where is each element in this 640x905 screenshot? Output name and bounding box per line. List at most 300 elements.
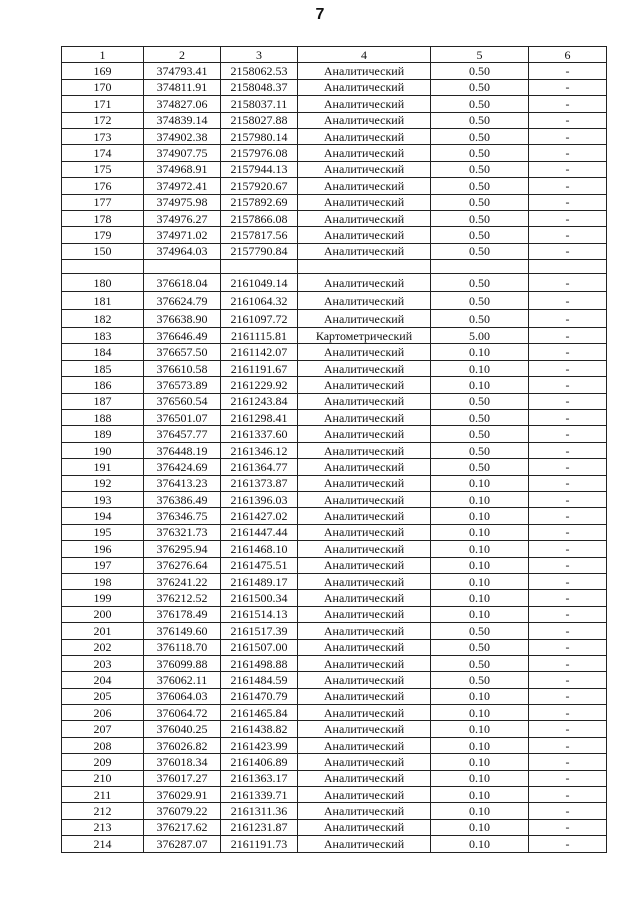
cell-description: -: [529, 328, 607, 344]
cell-accuracy: 0.50: [431, 292, 529, 310]
table-row: [62, 128, 607, 144]
cell-point-number: 198: [62, 573, 144, 589]
cell-point-number: 188: [62, 410, 144, 426]
cell-description: -: [529, 541, 607, 557]
cell-y: 2161423.99: [221, 737, 298, 753]
cell-accuracy: 0.10: [431, 590, 529, 606]
table-row: [62, 292, 607, 310]
table-row: [62, 145, 607, 161]
cell-accuracy: 0.50: [431, 178, 529, 194]
cell-description: -: [529, 770, 607, 786]
cell-description: -: [529, 310, 607, 328]
cell-accuracy: 0.10: [431, 721, 529, 737]
cell-point-number: 207: [62, 721, 144, 737]
cell-accuracy: 0.10: [431, 606, 529, 622]
cell-method: Аналитический: [298, 541, 431, 557]
table-row: [62, 606, 607, 622]
cell-accuracy: 0.50: [431, 145, 529, 161]
cell-description: -: [529, 344, 607, 360]
cell-point-number: 174: [62, 145, 144, 161]
cell-x: 374971.02: [144, 227, 221, 243]
cell-method: Аналитический: [298, 274, 431, 292]
cell-method: Аналитический: [298, 410, 431, 426]
cell-y: 2161339.71: [221, 787, 298, 803]
cell-description: -: [529, 459, 607, 475]
cell-y: 2161064.32: [221, 292, 298, 310]
cell-x: 376573.89: [144, 377, 221, 393]
cell-point-number: 200: [62, 606, 144, 622]
cell-method: Аналитический: [298, 590, 431, 606]
cell-x: 376029.91: [144, 787, 221, 803]
cell-y: 2161142.07: [221, 344, 298, 360]
cell-y: 2157944.13: [221, 161, 298, 177]
cell-method: Аналитический: [298, 836, 431, 852]
cell-y: 2161311.36: [221, 803, 298, 819]
cell-method: Аналитический: [298, 360, 431, 376]
cell-method: Картометрический: [298, 328, 431, 344]
cell-x: 376118.70: [144, 639, 221, 655]
cell-method: Аналитический: [298, 128, 431, 144]
cell-method: Аналитический: [298, 96, 431, 112]
cell-description: -: [529, 227, 607, 243]
table-row: [62, 721, 607, 737]
cell-method: Аналитический: [298, 112, 431, 128]
cell-y: 2161298.41: [221, 410, 298, 426]
cell-description: -: [529, 688, 607, 704]
cell-y: 2161049.14: [221, 274, 298, 292]
cell-method: Аналитический: [298, 721, 431, 737]
cell-y: 2157790.84: [221, 243, 298, 259]
cell-y: 2158027.88: [221, 112, 298, 128]
cell-method: Аналитический: [298, 393, 431, 409]
cell-point-number: 173: [62, 128, 144, 144]
cell-method: Аналитический: [298, 79, 431, 95]
cell-y: 2157980.14: [221, 128, 298, 144]
cell-x: 376321.73: [144, 524, 221, 540]
table-row: [62, 541, 607, 557]
cell-description: -: [529, 737, 607, 753]
cell-description: -: [529, 787, 607, 803]
cell-method: Аналитический: [298, 524, 431, 540]
cell-point-number: 178: [62, 210, 144, 226]
table-row: [62, 393, 607, 409]
cell-description: -: [529, 606, 607, 622]
cell-accuracy: 0.10: [431, 557, 529, 573]
cell-point-number: 205: [62, 688, 144, 704]
cell-x: 374975.98: [144, 194, 221, 210]
cell-y: 2161346.12: [221, 442, 298, 458]
coordinates-table: [61, 46, 607, 853]
cell-y: 2158048.37: [221, 79, 298, 95]
cell-x: 376276.64: [144, 557, 221, 573]
cell-point-number: 171: [62, 96, 144, 112]
header-row: [62, 47, 607, 63]
cell-description: -: [529, 178, 607, 194]
cell-description: -: [529, 360, 607, 376]
cell-accuracy: 0.10: [431, 360, 529, 376]
cell-method: Аналитический: [298, 344, 431, 360]
table-body-section-2: [62, 274, 607, 853]
cell-y: 2157976.08: [221, 145, 298, 161]
cell-description: -: [529, 442, 607, 458]
cell-description: -: [529, 672, 607, 688]
table-row: [62, 274, 607, 292]
cell-accuracy: 0.50: [431, 672, 529, 688]
cell-description: -: [529, 557, 607, 573]
cell-method: Аналитический: [298, 194, 431, 210]
table-row: [62, 754, 607, 770]
cell-y: 2161484.59: [221, 672, 298, 688]
cell-accuracy: 0.50: [431, 96, 529, 112]
table-row: [62, 655, 607, 671]
cell-x: 374811.91: [144, 79, 221, 95]
cell-x: 376018.34: [144, 754, 221, 770]
table-row: [62, 819, 607, 835]
cell-y: 2161427.02: [221, 508, 298, 524]
cell-x: 376346.75: [144, 508, 221, 524]
cell-y: 2157817.56: [221, 227, 298, 243]
cell-accuracy: 0.50: [431, 410, 529, 426]
cell-accuracy: 0.10: [431, 377, 529, 393]
cell-method: Аналитический: [298, 310, 431, 328]
cell-method: Аналитический: [298, 623, 431, 639]
cell-accuracy: 0.50: [431, 442, 529, 458]
cell-method: Аналитический: [298, 737, 431, 753]
header-cell-description: 6: [529, 47, 607, 63]
cell-accuracy: 0.50: [431, 459, 529, 475]
table-row: [62, 688, 607, 704]
cell-y: 2161475.51: [221, 557, 298, 573]
cell-point-number: 208: [62, 737, 144, 753]
cell-method: Аналитический: [298, 292, 431, 310]
cell-method: Аналитический: [298, 606, 431, 622]
cell-x: 376026.82: [144, 737, 221, 753]
cell-accuracy: 0.50: [431, 161, 529, 177]
cell-method: Аналитический: [298, 508, 431, 524]
cell-x: 376413.23: [144, 475, 221, 491]
table-row: [62, 112, 607, 128]
cell-accuracy: 0.50: [431, 128, 529, 144]
cell-accuracy: 0.10: [431, 541, 529, 557]
cell-accuracy: 0.50: [431, 194, 529, 210]
cell-x: 376040.25: [144, 721, 221, 737]
cell-point-number: 199: [62, 590, 144, 606]
table-row: [62, 803, 607, 819]
cell-x: 376287.07: [144, 836, 221, 852]
cell-accuracy: 0.10: [431, 573, 529, 589]
cell-x: 376062.11: [144, 672, 221, 688]
table-row: [62, 836, 607, 852]
cell-accuracy: 0.50: [431, 426, 529, 442]
table-row: [62, 491, 607, 507]
cell-accuracy: 0.10: [431, 344, 529, 360]
cell-point-number: 206: [62, 705, 144, 721]
cell-method: Аналитический: [298, 178, 431, 194]
cell-point-number: 179: [62, 227, 144, 243]
cell-method: Аналитический: [298, 63, 431, 79]
cell-x: 376241.22: [144, 573, 221, 589]
cell-method: Аналитический: [298, 688, 431, 704]
cell-accuracy: 0.10: [431, 836, 529, 852]
cell-method: Аналитический: [298, 705, 431, 721]
cell-method: Аналитический: [298, 803, 431, 819]
cell-description: -: [529, 194, 607, 210]
cell-x: 376560.54: [144, 393, 221, 409]
cell-y: 2161191.73: [221, 836, 298, 852]
cell-description: -: [529, 639, 607, 655]
cell-point-number: 185: [62, 360, 144, 376]
cell-point-number: 213: [62, 819, 144, 835]
cell-point-number: 201: [62, 623, 144, 639]
cell-description: -: [529, 292, 607, 310]
cell-x: 376610.58: [144, 360, 221, 376]
cell-y: 2157920.67: [221, 178, 298, 194]
cell-point-number: 194: [62, 508, 144, 524]
cell-point-number: 214: [62, 836, 144, 852]
cell-description: -: [529, 112, 607, 128]
cell-method: Аналитический: [298, 770, 431, 786]
cell-x: 376457.77: [144, 426, 221, 442]
cell-y: 2161465.84: [221, 705, 298, 721]
cell-y: 2161229.92: [221, 377, 298, 393]
page-number: 7: [315, 6, 325, 23]
table-row: [62, 442, 607, 458]
cell-x: 376064.03: [144, 688, 221, 704]
cell-description: -: [529, 475, 607, 491]
cell-y: 2161097.72: [221, 310, 298, 328]
cell-accuracy: 0.10: [431, 754, 529, 770]
cell-method: Аналитический: [298, 754, 431, 770]
table-row: [62, 96, 607, 112]
cell-x: 374972.41: [144, 178, 221, 194]
cell-point-number: 170: [62, 79, 144, 95]
cell-point-number: 180: [62, 274, 144, 292]
cell-description: -: [529, 655, 607, 671]
cell-x: 376638.90: [144, 310, 221, 328]
cell-x: 374976.27: [144, 210, 221, 226]
table-row: [62, 328, 607, 344]
cell-x: 374827.06: [144, 96, 221, 112]
cell-description: -: [529, 210, 607, 226]
table-row: [62, 79, 607, 95]
table-row: [62, 210, 607, 226]
cell-description: -: [529, 377, 607, 393]
cell-x: 374793.41: [144, 63, 221, 79]
cell-y: 2161191.67: [221, 360, 298, 376]
cell-x: 374839.14: [144, 112, 221, 128]
cell-method: Аналитический: [298, 227, 431, 243]
table-row: [62, 672, 607, 688]
cell-accuracy: 0.50: [431, 393, 529, 409]
cell-description: -: [529, 426, 607, 442]
cell-y: 2161468.10: [221, 541, 298, 557]
cell-accuracy: 0.10: [431, 819, 529, 835]
cell-method: Аналитический: [298, 491, 431, 507]
table-row: [62, 410, 607, 426]
cell-point-number: 210: [62, 770, 144, 786]
cell-description: -: [529, 79, 607, 95]
cell-accuracy: 0.50: [431, 274, 529, 292]
cell-point-number: 176: [62, 178, 144, 194]
cell-point-number: 195: [62, 524, 144, 540]
cell-y: 2161507.00: [221, 639, 298, 655]
cell-x: 374964.03: [144, 243, 221, 259]
cell-point-number: 175: [62, 161, 144, 177]
cell-y: 2157866.08: [221, 210, 298, 226]
header-cell-method: 4: [298, 47, 431, 63]
cell-accuracy: 0.50: [431, 210, 529, 226]
cell-x: 376079.22: [144, 803, 221, 819]
cell-x: 376624.79: [144, 292, 221, 310]
cell-point-number: 182: [62, 310, 144, 328]
cell-x: 374968.91: [144, 161, 221, 177]
cell-description: -: [529, 819, 607, 835]
cell-accuracy: 0.50: [431, 79, 529, 95]
cell-y: 2161231.87: [221, 819, 298, 835]
cell-method: Аналитический: [298, 243, 431, 259]
cell-y: 2161489.17: [221, 573, 298, 589]
cell-method: Аналитический: [298, 442, 431, 458]
cell-description: -: [529, 243, 607, 259]
empty-separator: [62, 260, 607, 274]
cell-accuracy: 0.50: [431, 623, 529, 639]
cell-description: -: [529, 754, 607, 770]
cell-method: Аналитический: [298, 210, 431, 226]
cell-accuracy: 0.10: [431, 737, 529, 753]
cell-accuracy: 0.50: [431, 227, 529, 243]
cell-x: 376501.07: [144, 410, 221, 426]
cell-y: 2161243.84: [221, 393, 298, 409]
cell-point-number: 184: [62, 344, 144, 360]
cell-description: -: [529, 161, 607, 177]
table-row: [62, 426, 607, 442]
cell-point-number: 172: [62, 112, 144, 128]
cell-x: 376618.04: [144, 274, 221, 292]
table-row: [62, 770, 607, 786]
cell-x: 374902.38: [144, 128, 221, 144]
table-row: [62, 639, 607, 655]
table-row: [62, 178, 607, 194]
cell-point-number: 181: [62, 292, 144, 310]
cell-method: Аналитический: [298, 161, 431, 177]
cell-point-number: 196: [62, 541, 144, 557]
cell-point-number: 169: [62, 63, 144, 79]
cell-accuracy: 0.50: [431, 310, 529, 328]
cell-x: 376064.72: [144, 705, 221, 721]
cell-y: 2158037.11: [221, 96, 298, 112]
cell-description: -: [529, 721, 607, 737]
table-row: [62, 63, 607, 79]
cell-description: -: [529, 145, 607, 161]
cell-description: -: [529, 508, 607, 524]
cell-accuracy: 0.10: [431, 688, 529, 704]
table-row: [62, 227, 607, 243]
cell-y: 2161363.17: [221, 770, 298, 786]
cell-point-number: 204: [62, 672, 144, 688]
cell-point-number: 202: [62, 639, 144, 655]
cell-x: 376178.49: [144, 606, 221, 622]
cell-y: 2161514.13: [221, 606, 298, 622]
cell-method: Аналитический: [298, 557, 431, 573]
cell-x: 374907.75: [144, 145, 221, 161]
table-row: [62, 344, 607, 360]
cell-x: 376657.50: [144, 344, 221, 360]
cell-description: -: [529, 491, 607, 507]
empty-separator-row: [62, 260, 607, 274]
table-row: [62, 737, 607, 753]
cell-method: Аналитический: [298, 377, 431, 393]
table-row: [62, 557, 607, 573]
cell-y: 2158062.53: [221, 63, 298, 79]
cell-point-number: 191: [62, 459, 144, 475]
cell-point-number: 190: [62, 442, 144, 458]
cell-point-number: 203: [62, 655, 144, 671]
cell-point-number: 189: [62, 426, 144, 442]
cell-method: Аналитический: [298, 655, 431, 671]
cell-point-number: 193: [62, 491, 144, 507]
cell-y: 2161498.88: [221, 655, 298, 671]
cell-description: -: [529, 623, 607, 639]
cell-method: Аналитический: [298, 787, 431, 803]
header-cell-point-number: 1: [62, 47, 144, 63]
table-row: [62, 310, 607, 328]
table-row: [62, 243, 607, 259]
table-row: [62, 161, 607, 177]
cell-point-number: 183: [62, 328, 144, 344]
cell-accuracy: 0.10: [431, 475, 529, 491]
cell-x: 376646.49: [144, 328, 221, 344]
cell-point-number: 211: [62, 787, 144, 803]
cell-point-number: 212: [62, 803, 144, 819]
cell-description: -: [529, 803, 607, 819]
cell-accuracy: 0.50: [431, 639, 529, 655]
cell-accuracy: 0.10: [431, 524, 529, 540]
cell-accuracy: 5.00: [431, 328, 529, 344]
cell-description: -: [529, 573, 607, 589]
cell-x: 376212.52: [144, 590, 221, 606]
cell-point-number: 177: [62, 194, 144, 210]
header-cell-accuracy: 5: [431, 47, 529, 63]
cell-description: -: [529, 96, 607, 112]
cell-accuracy: 0.10: [431, 508, 529, 524]
cell-accuracy: 0.10: [431, 787, 529, 803]
table-row: [62, 475, 607, 491]
cell-x: 376448.19: [144, 442, 221, 458]
cell-y: 2161373.87: [221, 475, 298, 491]
table-row: [62, 459, 607, 475]
cell-y: 2161517.39: [221, 623, 298, 639]
cell-method: Аналитический: [298, 426, 431, 442]
cell-x: 376295.94: [144, 541, 221, 557]
cell-y: 2157892.69: [221, 194, 298, 210]
cell-y: 2161364.77: [221, 459, 298, 475]
cell-y: 2161447.44: [221, 524, 298, 540]
cell-description: -: [529, 128, 607, 144]
table-row: [62, 787, 607, 803]
table-row: [62, 573, 607, 589]
cell-accuracy: 0.50: [431, 63, 529, 79]
table-row: [62, 705, 607, 721]
cell-x: 376386.49: [144, 491, 221, 507]
cell-point-number: 192: [62, 475, 144, 491]
cell-method: Аналитический: [298, 819, 431, 835]
cell-description: -: [529, 393, 607, 409]
table-row: [62, 590, 607, 606]
header-cell-x: 2: [144, 47, 221, 63]
cell-x: 376149.60: [144, 623, 221, 639]
cell-x: 376017.27: [144, 770, 221, 786]
cell-description: -: [529, 274, 607, 292]
